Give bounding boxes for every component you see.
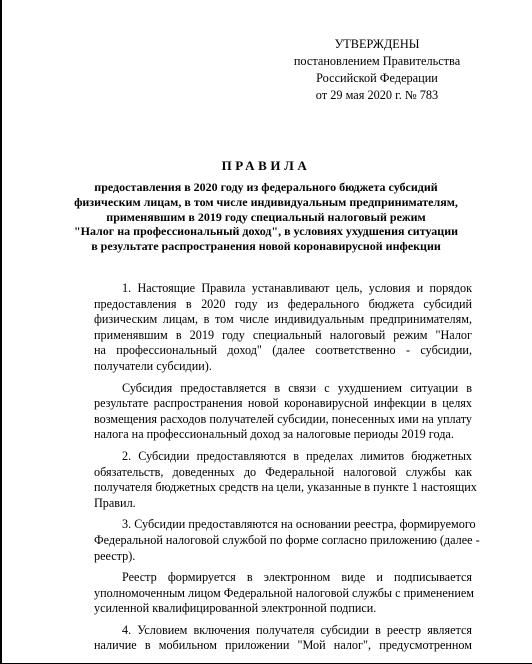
text-line: Федеральной налоговой службой по форме согласно приложению (далее - xyxy=(94,532,480,547)
page-left-border xyxy=(0,0,2,664)
text-line: на профессиональный доход" (далее соответственно - субсидии, xyxy=(94,343,472,358)
subtitle-line: в результате распространения новой коронавирусной инфекции xyxy=(91,239,441,254)
approval-line: постановлением Правительства xyxy=(293,54,461,68)
subtitle-line: предоставления в 2020 году из федерального бюджета субсидий xyxy=(94,180,438,194)
document-title: ПРАВИЛА xyxy=(221,158,311,173)
text-line: реестр). xyxy=(94,548,136,563)
text-line: наличие в мобильном приложении "Мой налог", предусмотренном xyxy=(94,638,472,653)
text-line: Субсидия предоставляется в связи с ухудшением ситуации в xyxy=(122,380,472,395)
text-line: Правил. xyxy=(94,495,136,510)
text-line: предоставления в 2020 году из федерального бюджета субсидий xyxy=(94,296,472,311)
text-line: 1. Настоящие Правила устанавливают цель, условия и порядок xyxy=(122,281,472,295)
text-line: возмещения расходов получателей субсидии, понесенных ими на уплату xyxy=(94,411,472,426)
text-line: 3. Субсидии предоставляются на основании реестра, формируемого xyxy=(122,517,476,532)
text-line: 4. Условием включения получателя субсидии в реестр является xyxy=(122,622,472,637)
text-line: усиленной квалифицированной электронной подписи. xyxy=(94,601,377,616)
text-line: обязательств, доведенных до Федеральной налоговой службы как xyxy=(94,464,472,479)
subtitle-line: применявшим в 2019 году специальный налоговый режим xyxy=(106,209,426,224)
text-line: Реестр формируется в электронном виде и подписывается xyxy=(122,570,472,585)
subtitle-line: "Налог на профессиональный доход", в условиях ухудшения ситуации xyxy=(73,224,459,239)
document-subtitle xyxy=(40,180,492,254)
subtitle-line: физическим лицам, в том числе индивидуальным предпринимателям, xyxy=(74,194,458,209)
paragraph-3 xyxy=(94,517,480,564)
approval-date-number: от 29 мая 2020 г. № 783 xyxy=(315,88,439,102)
approval-line: Российской Федерации xyxy=(316,71,438,85)
text-line: применявшим в 2019 году специальный налоговый режим "Налог xyxy=(94,327,472,342)
text-line: 2. Субсидии предоставляются в пределах лимитов бюджетных xyxy=(122,448,472,463)
text-line: результате распространения новой коронавирусной инфекции в целях xyxy=(94,396,472,411)
paragraph-1-continued xyxy=(94,381,472,443)
paragraph-2 xyxy=(94,448,477,511)
text-line: физическим лицам, в том числе индивидуальным предпринимателям, xyxy=(94,312,472,327)
paragraph-3-continued xyxy=(94,570,472,617)
paragraph-4 xyxy=(94,623,472,654)
approval-stamp xyxy=(282,36,472,104)
approval-heading: УТВЕРЖДЕНЫ xyxy=(334,37,420,51)
text-line: получатели субсидии). xyxy=(94,358,212,373)
text-line: уполномоченным лицом Федеральной налоговой службы с применением xyxy=(94,585,474,600)
text-line: налога на профессиональный доход за налоговые периоды 2019 года. xyxy=(94,427,454,442)
paragraph-1 xyxy=(94,281,472,375)
text-line: получателя бюджетных средств на цели, указанные в пункте 1 настоящих xyxy=(94,480,477,495)
document-body xyxy=(94,281,480,660)
